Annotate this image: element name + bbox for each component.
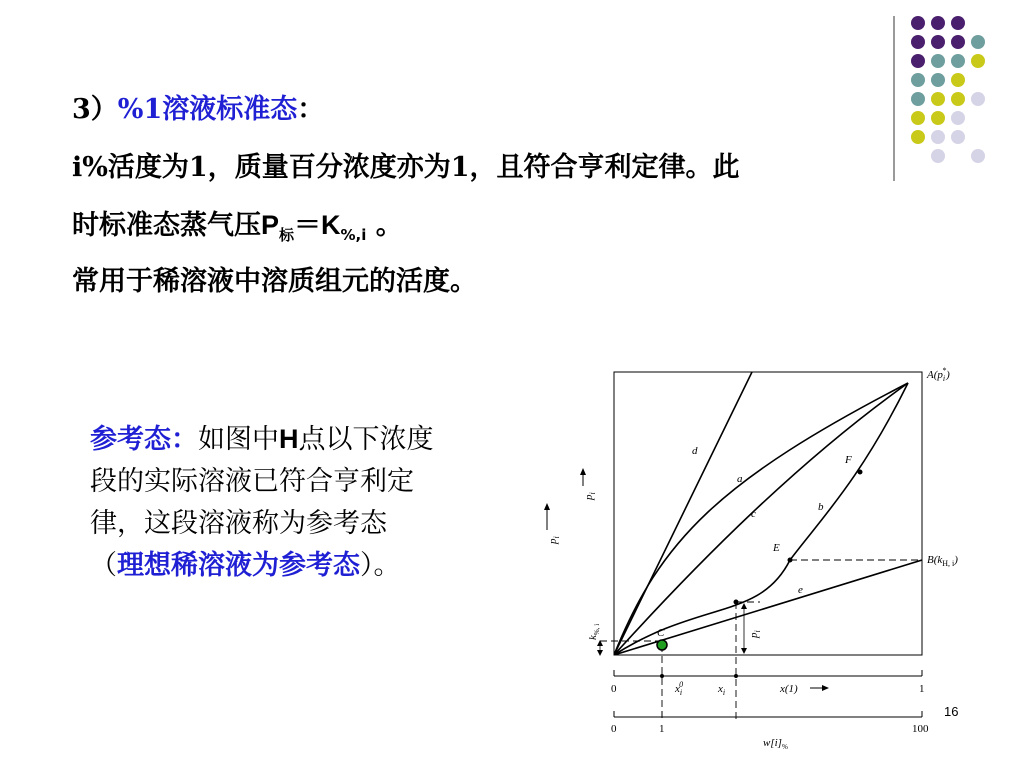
point-f-label: F bbox=[845, 454, 852, 466]
curve-a bbox=[614, 383, 908, 655]
reference-text-3: ）。 bbox=[360, 550, 401, 581]
y-axis-inner-arrow-head bbox=[580, 468, 586, 475]
curve-label-a: a bbox=[737, 473, 743, 485]
k-arrow-head-down bbox=[597, 650, 603, 656]
reference-text-1: 如图中 bbox=[198, 424, 279, 455]
dot bbox=[931, 149, 945, 163]
dot bbox=[911, 92, 925, 106]
k-subscript: %,i bbox=[340, 226, 367, 244]
xi-axis-marker bbox=[734, 674, 738, 678]
dot bbox=[971, 35, 985, 49]
x-axis-mole-label: x(1) bbox=[780, 683, 798, 695]
dot bbox=[931, 73, 945, 87]
section-number: 3） bbox=[72, 94, 118, 125]
point-f-marker bbox=[858, 470, 863, 475]
p-subscript: 标 bbox=[279, 226, 295, 244]
body-line-2 bbox=[72, 208, 403, 252]
svg-text:pi: $p_i$ bbox=[748, 630, 762, 638]
section-colon: ： bbox=[297, 94, 325, 125]
curve-label-b: b bbox=[818, 501, 824, 513]
decorative-divider bbox=[893, 16, 895, 181]
x-axis-mass-label: $w[i]_{\%}$ bbox=[763, 737, 788, 751]
curve-c bbox=[614, 383, 908, 655]
dot bbox=[911, 16, 925, 30]
reference-label: 参考态： bbox=[90, 424, 198, 455]
x-axis-xi-label: $x_i$ bbox=[718, 683, 726, 697]
pi-indicator-head-up bbox=[741, 603, 747, 609]
point-a-label bbox=[926, 366, 950, 383]
dot bbox=[951, 35, 965, 49]
dot bbox=[951, 130, 965, 144]
x-axis-mass-start: 0 bbox=[611, 723, 617, 735]
xi0-axis-marker bbox=[660, 674, 664, 678]
point-c-label: C bbox=[657, 627, 665, 639]
henry-law-diagram bbox=[535, 360, 995, 760]
curve-label-d: d bbox=[692, 445, 698, 457]
section-title: %1溶液标准态 bbox=[117, 94, 298, 125]
dot bbox=[951, 16, 965, 30]
x-axis-mole-arrow-head bbox=[822, 685, 829, 691]
dot bbox=[911, 54, 925, 68]
svg-text:B(kH, i): $B(k_{H, i})$ bbox=[927, 554, 958, 568]
curve-d bbox=[614, 372, 752, 655]
dot bbox=[951, 54, 965, 68]
dot bbox=[931, 130, 945, 144]
body-line-1: i%活度为1，质量百分浓度亦为1，且符合亨利定律。此 bbox=[72, 152, 740, 183]
x-axis-mass-end: 100 bbox=[912, 723, 929, 735]
svg-text:k%, i: $k_{\%, i}$ bbox=[587, 623, 601, 640]
y-axis-label-inner bbox=[583, 492, 597, 501]
curve-label-c: c bbox=[751, 508, 756, 520]
dot bbox=[951, 92, 965, 106]
x-axis-mole-start: 0 bbox=[611, 683, 617, 695]
point-e-marker bbox=[788, 558, 793, 563]
point-xi-marker bbox=[734, 600, 739, 605]
dot bbox=[951, 111, 965, 125]
dot bbox=[971, 149, 985, 163]
reference-text-2: 点以下浓度段的实际溶液已符合亨利定律，这段溶液称为参考态（ bbox=[90, 424, 434, 581]
pi-indicator-label bbox=[748, 630, 762, 639]
dot bbox=[931, 54, 945, 68]
point-e-label: E bbox=[773, 542, 780, 554]
page-number: 16 bbox=[944, 704, 959, 719]
curve-b bbox=[614, 383, 908, 655]
dot bbox=[931, 35, 945, 49]
body-line-2-suffix: 。 bbox=[366, 210, 403, 241]
body-line-2-prefix: 时标准态蒸气压 bbox=[72, 210, 261, 241]
svg-text:pi: $p_i$ bbox=[547, 536, 561, 544]
y-axis-label bbox=[547, 536, 561, 545]
body-line-3: 常用于稀溶液中溶质组元的活度。 bbox=[72, 266, 477, 297]
dot bbox=[911, 111, 925, 125]
dot bbox=[931, 111, 945, 125]
dot bbox=[931, 16, 945, 30]
point-b-label bbox=[927, 554, 958, 568]
dot bbox=[971, 92, 985, 106]
x-axis-mass-mid: 1 bbox=[659, 723, 665, 735]
dot bbox=[911, 130, 925, 144]
svg-text:A(pi*): $A(p_i*)$ bbox=[927, 366, 950, 383]
diagram-frame bbox=[614, 372, 922, 655]
reference-paragraph bbox=[90, 418, 435, 587]
k-percent-label bbox=[587, 624, 601, 640]
reference-h: H bbox=[279, 424, 299, 454]
k-symbol: K bbox=[321, 210, 341, 240]
dot bbox=[931, 92, 945, 106]
p-symbol: P bbox=[261, 210, 280, 240]
dot bbox=[951, 73, 965, 87]
equals-sign: ＝ bbox=[294, 210, 322, 241]
x-axis-xi0-label: $x_i0$ bbox=[675, 680, 684, 697]
dot bbox=[911, 73, 925, 87]
section-heading bbox=[72, 93, 324, 127]
dot bbox=[971, 54, 985, 68]
dot bbox=[911, 35, 925, 49]
reference-highlight: 理想稀溶液为参考态 bbox=[117, 550, 360, 581]
svg-text:pi: $p_i$ bbox=[583, 492, 597, 500]
curve-label-e: e bbox=[798, 584, 803, 596]
pi-indicator-head-down bbox=[741, 648, 747, 654]
y-axis-arrow-head bbox=[544, 503, 550, 510]
x-axis-mole-end: 1 bbox=[919, 683, 925, 695]
point-c-highlight bbox=[657, 640, 667, 650]
